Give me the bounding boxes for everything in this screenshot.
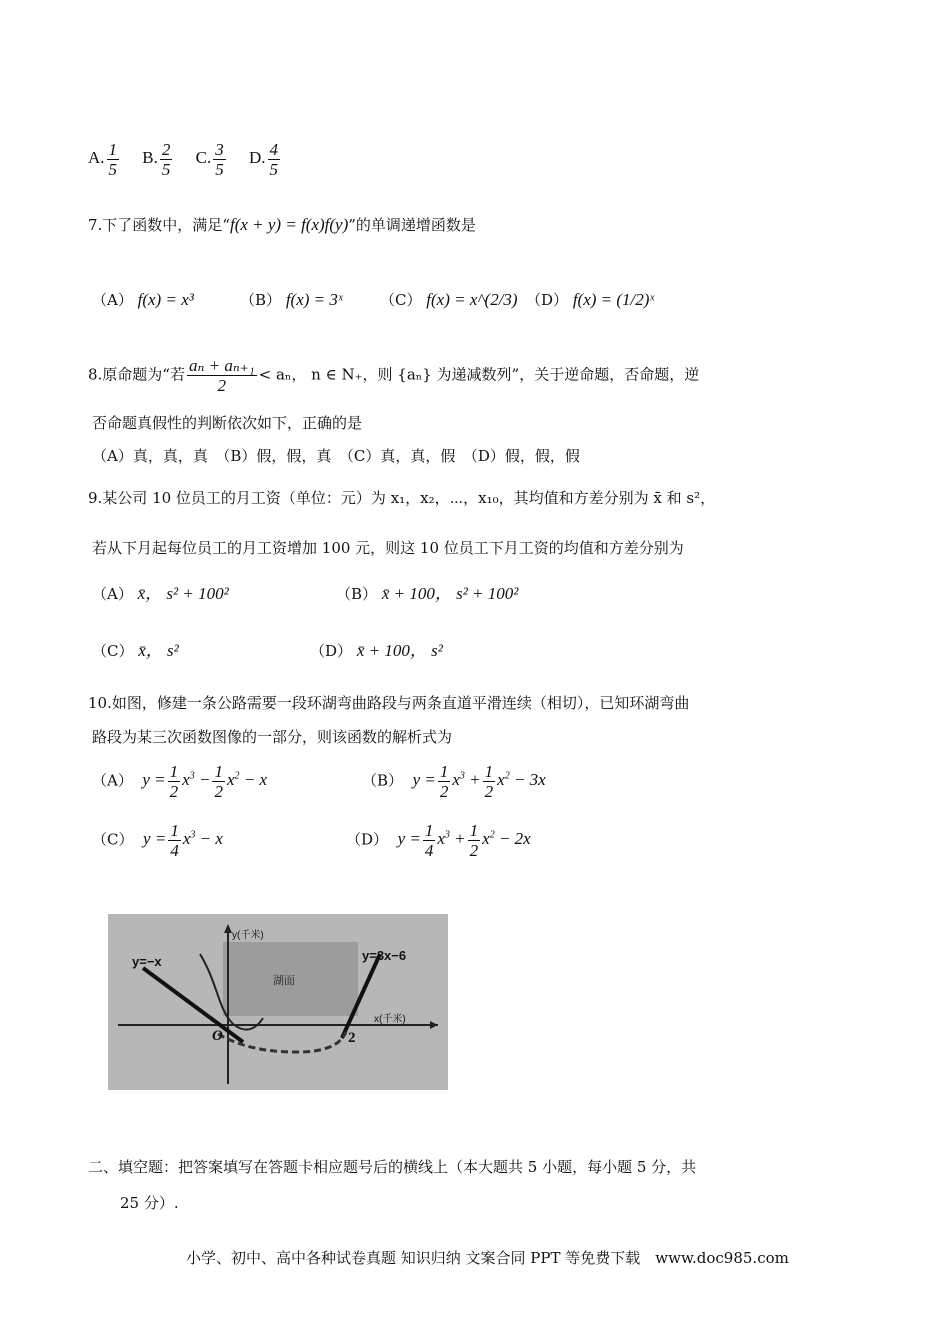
- q8-options: （A）真，真，真 （B）假，假，真 （C）真，真，假 （D）假，假，假: [92, 447, 580, 465]
- q8-stem-line2: 否命题真假性的判断依次如下，正确的是: [92, 414, 363, 432]
- label-origin: O: [212, 1028, 223, 1044]
- label-two: 2: [348, 1030, 356, 1046]
- q9-option-a: （A） x̄， s² + 100²: [92, 584, 229, 603]
- q6-option-b: B. $\frac{2}{5}$: [142, 140, 171, 179]
- q7-option-a: （A） f(x) = x³: [92, 290, 194, 309]
- label-right-line: y=3x−6: [362, 948, 407, 963]
- q6-option-a: A. $\frac{1}{5}$: [88, 140, 118, 179]
- label-left-line: y=−x: [132, 954, 162, 969]
- road-lake-figure: [108, 914, 448, 1090]
- section2-line1: 二、填空题：把答案填写在答题卡相应题号后的横线上（本大题共 5 小题，每小题 5 分，共: [88, 1158, 697, 1176]
- q9-option-c: （C） x̄， s²: [92, 641, 179, 660]
- label-lake: 湖面: [273, 974, 295, 987]
- footer-text: 小学、初中、高中各种试卷真题 知识归纳 文案合同 PPT 等免费下载 www.doc985.com: [186, 1249, 789, 1267]
- label-y-axis: y(千米): [232, 930, 264, 941]
- q9-option-d: （D） x̄ + 100， s²: [310, 641, 443, 660]
- q6-option-d: D. $\frac{4}{5}$: [248, 140, 278, 179]
- q10-option-a: （A） y = $\frac{1}{2}$ $x^3$ − $\frac{1}{2}$ $x^2 - x$: [92, 762, 268, 801]
- q7-option-d: （D） f(x) = (1/2)ˣ: [526, 290, 655, 309]
- q7-option-c: （C） f(x) = x^(2/3): [380, 290, 518, 309]
- q8-stem: 8.原命题为“若 $\frac{\text{aₙ + aₙ₊₁}}{2}$ < aₙ， n ∈ N₊，则 {aₙ} 为递减数列”，关于逆命题，否命题，逆: [88, 356, 700, 395]
- q10-stem-line2: 路段为某三次函数图像的一部分，则该函数的解析式为: [92, 728, 453, 746]
- q6-options: [88, 140, 282, 179]
- q9-stem-line2: 若从下月起每位员工的月工资增加 100 元，则这 10 位员工下月工资的均值和方差分别为: [92, 539, 684, 557]
- q10-option-d: （D） y = $\frac{1}{4}$ $x^3$ + $\frac{1}{2}$ $x^2 - 2x$: [346, 821, 531, 860]
- q9-option-b: （B） x̄ + 100， s² + 100²: [336, 584, 519, 603]
- label-x-axis: x(千米): [374, 1014, 406, 1025]
- q10-stem-line1: 10.如图，修建一条公路需要一段环湖弯曲路段与两条直道平滑连续（相切），已知环湖弯曲: [88, 694, 690, 712]
- q9-stem-line1: 9.某公司 10 位员工的月工资（单位：元）为 x₁，x₂，⋯，x₁₀，其均值和方差分别为 x̄ 和 s²，: [88, 489, 716, 507]
- q10-option-c: （C） y = $\frac{1}{4}$ $x^3 - x$: [92, 821, 223, 860]
- q10-option-b: （B） y = $\frac{1}{2}$ $x^3$ + $\frac{1}{2}$ $x^2 - 3x$: [362, 762, 546, 801]
- q6-option-c: C. $\frac{3}{5}$: [195, 140, 224, 179]
- section2-line2: 25 分）.: [120, 1194, 179, 1212]
- q7-stem: 7.下了函数中，满足“f(x + y) = f(x)f(y)”的单调递增函数是: [88, 215, 476, 234]
- q7-option-b: （B） f(x) = 3ˣ: [240, 290, 343, 309]
- figure-svg: [108, 914, 448, 1090]
